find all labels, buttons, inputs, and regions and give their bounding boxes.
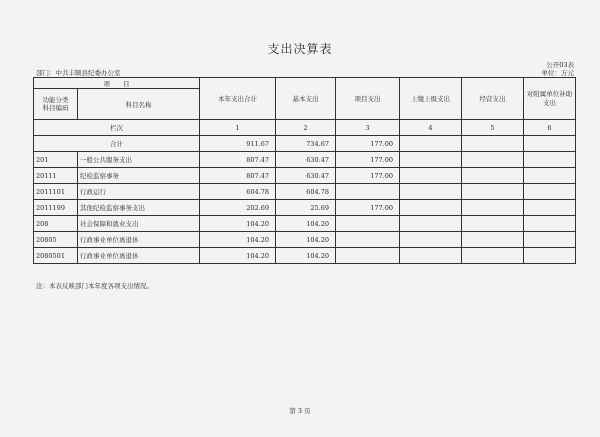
function-code-cell: 2011199 <box>34 200 78 216</box>
total-value: 734.67 <box>276 136 336 152</box>
amount-cell: 104.20 <box>276 216 336 232</box>
amount-cell: 25.69 <box>276 200 336 216</box>
amount-cell <box>462 248 524 264</box>
amount-cell: 630.47 <box>276 152 336 168</box>
column-index-row <box>34 120 576 136</box>
header-subsidy: 对附属单位补助 支出 <box>524 78 576 120</box>
amount-cell: 177.00 <box>336 152 400 168</box>
amount-cell <box>524 200 576 216</box>
total-value: 177.00 <box>336 136 400 152</box>
total-row <box>34 136 576 152</box>
total-label: 合计 <box>34 136 200 152</box>
amount-cell <box>400 152 462 168</box>
page-number: 第 3 页 <box>289 407 311 415</box>
amount-cell: 177.00 <box>336 168 400 184</box>
total-value <box>462 136 524 152</box>
table-row <box>34 248 576 264</box>
amount-cell <box>524 248 576 264</box>
table-row <box>34 152 576 168</box>
footnote: 注：本表反映部门本年度各项支出情况。 <box>36 282 153 290</box>
subject-name-cell: 社会保障和就业支出 <box>78 216 200 232</box>
amount-cell <box>336 216 400 232</box>
header-project-expenditure: 项目支出 <box>336 78 400 120</box>
amount-cell: 202.69 <box>200 200 276 216</box>
column-index-cell: 2 <box>276 120 336 136</box>
amount-cell: 104.20 <box>200 232 276 248</box>
expenditure-table <box>33 77 576 264</box>
header-total: 本年支出合计 <box>200 78 276 120</box>
subject-name-cell: 行政事业单位离退休 <box>78 232 200 248</box>
unit-label: 单位：万元 <box>541 69 574 77</box>
column-index-cell: 1 <box>200 120 276 136</box>
header-subject-name: 科目名称 <box>78 89 200 120</box>
department-label: 部门：中共丰顺县纪委办公室 <box>36 69 121 77</box>
amount-cell <box>524 184 576 200</box>
amount-cell <box>524 232 576 248</box>
function-code-cell: 201 <box>34 152 78 168</box>
function-code-cell: 2080501 <box>34 248 78 264</box>
function-code-cell: 208 <box>34 216 78 232</box>
amount-cell <box>462 216 524 232</box>
amount-cell: 604.78 <box>200 184 276 200</box>
function-code-cell: 20111 <box>34 168 78 184</box>
amount-cell <box>336 248 400 264</box>
amount-cell <box>400 168 462 184</box>
amount-cell: 630.47 <box>276 168 336 184</box>
table-row <box>34 168 576 184</box>
total-value <box>400 136 462 152</box>
amount-cell <box>462 184 524 200</box>
header-function-code: 功能分类 科目编码 <box>34 89 78 120</box>
amount-cell <box>400 216 462 232</box>
amount-cell <box>462 152 524 168</box>
amount-cell <box>524 152 576 168</box>
header-project: 项 目 <box>34 78 200 89</box>
amount-cell <box>336 232 400 248</box>
subject-name-cell: 纪检监察事务 <box>78 168 200 184</box>
table-row <box>34 184 576 200</box>
amount-cell <box>524 168 576 184</box>
column-index-cell: 5 <box>462 120 524 136</box>
amount-cell <box>462 232 524 248</box>
amount-cell: 807.47 <box>200 152 276 168</box>
amount-cell: 104.20 <box>276 248 336 264</box>
total-value: 911.67 <box>200 136 276 152</box>
form-number: 公开03表 <box>546 61 574 69</box>
page-title: 支出决算表 <box>267 42 333 56</box>
amount-cell <box>400 200 462 216</box>
amount-cell: 104.20 <box>200 248 276 264</box>
amount-cell <box>400 184 462 200</box>
amount-cell <box>462 200 524 216</box>
amount-cell <box>400 248 462 264</box>
amount-cell: 604.78 <box>276 184 336 200</box>
subject-name-cell: 行政运行 <box>78 184 200 200</box>
column-index-cell: 3 <box>336 120 400 136</box>
amount-cell <box>524 216 576 232</box>
header-upper-payment: 上缴上级支出 <box>400 78 462 120</box>
table-row <box>34 200 576 216</box>
amount-cell <box>462 168 524 184</box>
table-row <box>34 216 576 232</box>
column-index-cell: 4 <box>400 120 462 136</box>
header-basic: 基本支出 <box>276 78 336 120</box>
amount-cell: 807.47 <box>200 168 276 184</box>
amount-cell <box>400 232 462 248</box>
subject-name-cell: 其他纪检监察事务支出 <box>78 200 200 216</box>
table-row <box>34 232 576 248</box>
column-index-cell: 6 <box>524 120 576 136</box>
function-code-cell: 2011101 <box>34 184 78 200</box>
amount-cell: 104.20 <box>200 216 276 232</box>
column-index-label: 栏次 <box>34 120 200 136</box>
amount-cell <box>336 184 400 200</box>
header-business: 经营支出 <box>462 78 524 120</box>
function-code-cell: 20805 <box>34 232 78 248</box>
subject-name-cell: 一般公共服务支出 <box>78 152 200 168</box>
total-value <box>524 136 576 152</box>
subject-name-cell: 行政事业单位离退休 <box>78 248 200 264</box>
amount-cell: 104.20 <box>276 232 336 248</box>
amount-cell: 177.00 <box>336 200 400 216</box>
